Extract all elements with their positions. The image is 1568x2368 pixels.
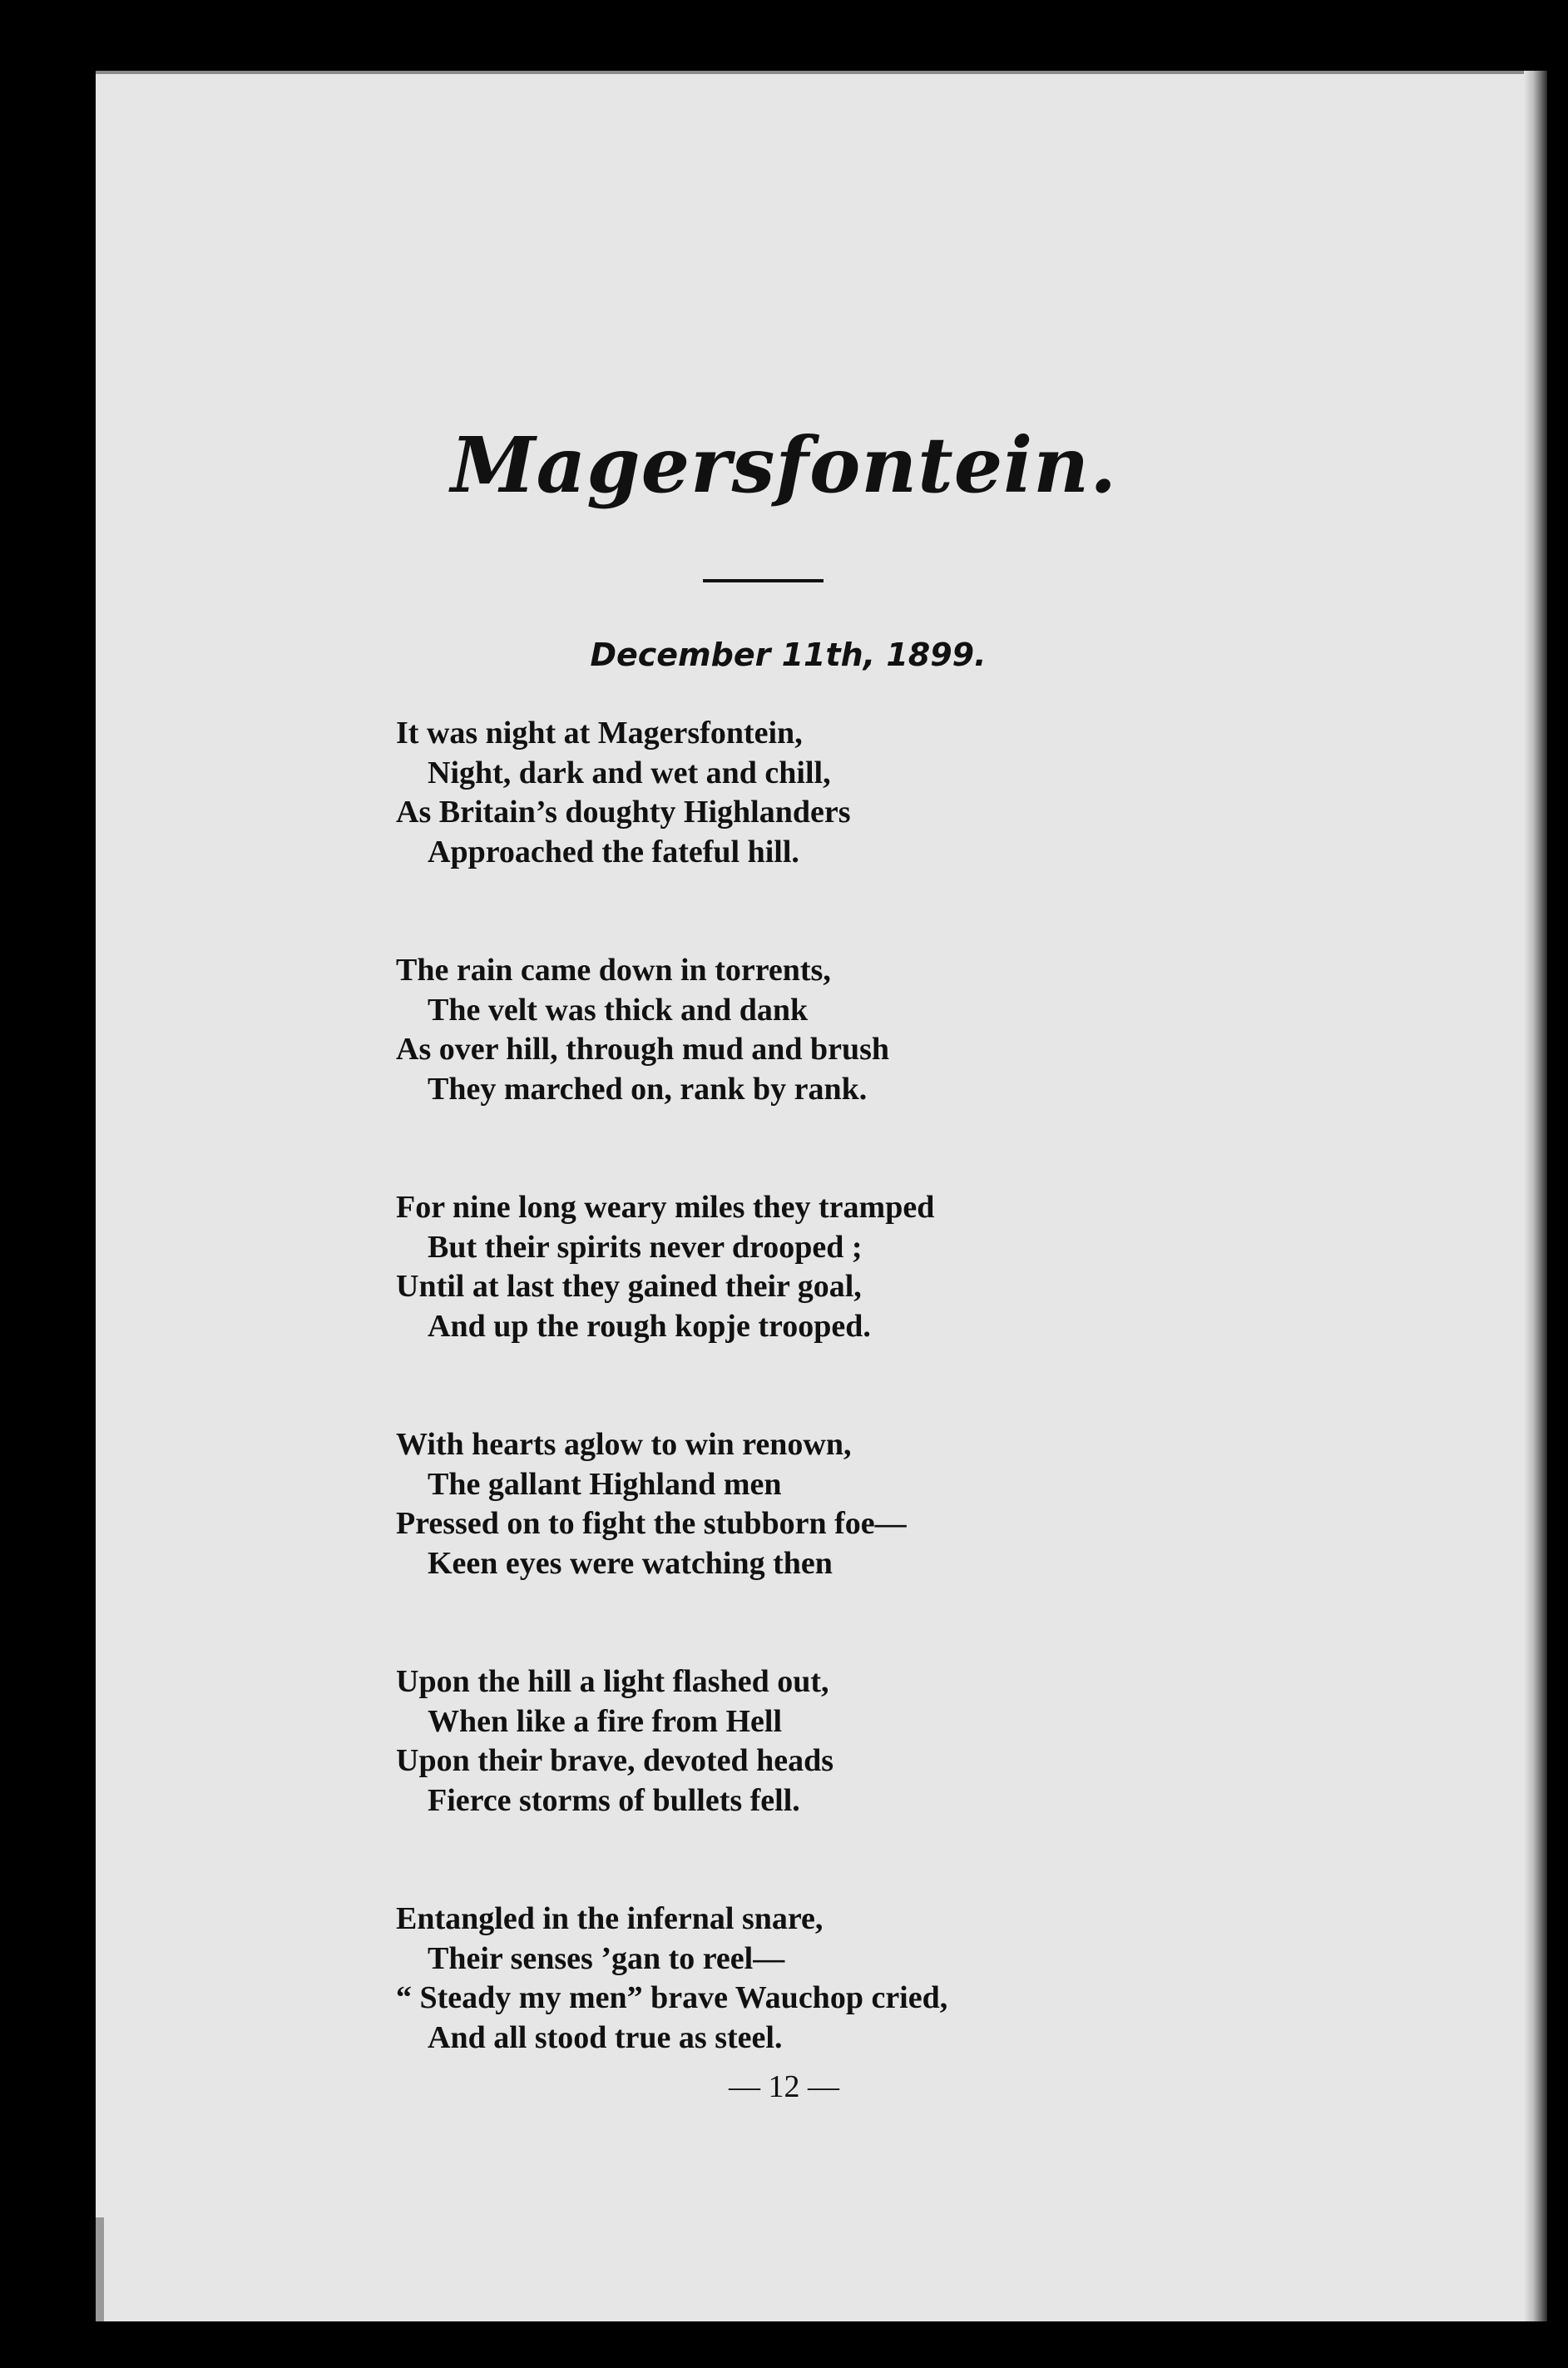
- poem-line: The velt was thick and dank: [428, 992, 809, 1028]
- poem-line: As Britain’s doughty Highlanders: [396, 795, 851, 830]
- poem-line: Approached the fateful hill.: [428, 834, 799, 869]
- stanza-6: [396, 1900, 1477, 2058]
- stanza-4: [396, 1425, 1477, 1583]
- poem-line: And up the rough kopje trooped.: [428, 1308, 871, 1344]
- poem-line: Night, dark and wet and chill,: [428, 755, 831, 790]
- poem-line: It was night at Magersfontein,: [396, 716, 803, 751]
- stanza-5: [396, 1662, 1477, 1821]
- poem-line: Fierce storms of bullets fell.: [428, 1782, 800, 1818]
- poem-line: “ Steady my men” brave Wauchop cried,: [396, 1980, 948, 2015]
- poem-line: Entangled in the infernal snare,: [396, 1901, 824, 1936]
- poem-line: Upon the hill a light flashed out,: [396, 1664, 829, 1699]
- poem-line: But their spirits never drooped ;: [428, 1229, 863, 1265]
- poem-line: Until at last they gained their goal,: [396, 1269, 862, 1304]
- poem-line: With hearts aglow to win renown,: [396, 1427, 852, 1462]
- poem-line: The rain came down in torrents,: [396, 953, 831, 988]
- poem-line: As over hill, through mud and brush: [396, 1032, 890, 1067]
- poem-line: When like a fire from Hell: [428, 1703, 783, 1739]
- page-left-edge-shadow: [96, 2217, 104, 2321]
- poem-title: Magersfontein.: [450, 420, 1118, 510]
- title-rule-divider: [703, 579, 824, 582]
- page-binding-edge: [1524, 71, 1547, 2321]
- poem-line: Keen eyes were watching then: [428, 1545, 833, 1581]
- page-top-edge: [96, 71, 1547, 74]
- stanza-2: [396, 951, 1477, 1109]
- stanza-3: [396, 1188, 1477, 1346]
- poem-line: Pressed on to fight the stubborn foe—: [396, 1506, 907, 1541]
- stanza-1: [396, 714, 1477, 872]
- poem-line: And all stood true as steel.: [428, 2019, 783, 2055]
- poem-date: December 11th, 1899.: [590, 637, 987, 673]
- poem-line: For nine long weary miles they tramped: [396, 1190, 935, 1225]
- poem-line: Upon their brave, devoted heads: [396, 1743, 834, 1778]
- poem-line: They marched on, rank by rank.: [428, 1071, 868, 1107]
- poem-body: [396, 714, 1477, 2137]
- poem-line: The gallant Highland men: [428, 1466, 782, 1502]
- page-number: — 12 —: [729, 2069, 839, 2104]
- poem-line: Their senses ’gan to reel—: [428, 1940, 785, 1976]
